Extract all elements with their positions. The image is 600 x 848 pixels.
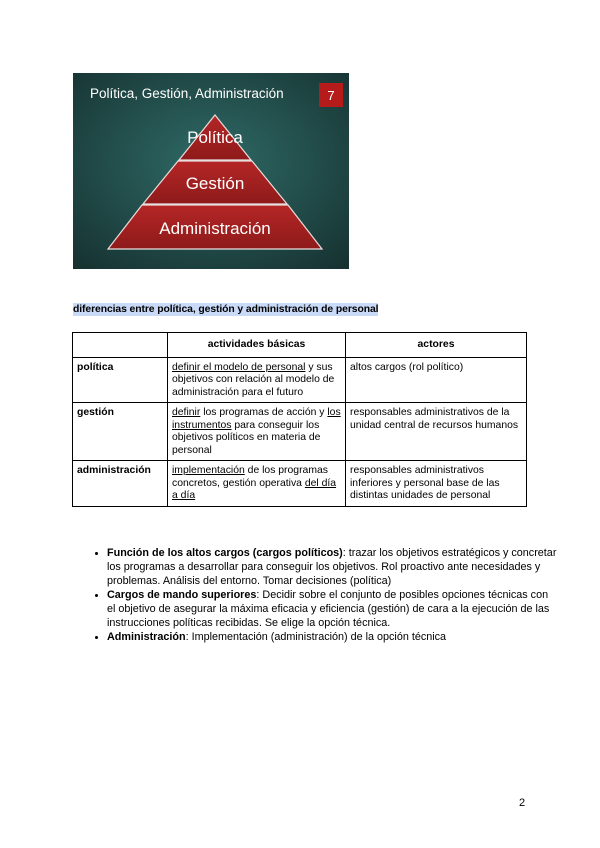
- row-actors: altos cargos (rol político): [346, 357, 527, 403]
- pyramid-label-administracion: Administración: [159, 219, 271, 238]
- pyramid-diagram: [73, 73, 349, 269]
- activity-text: definir el modelo de personal: [172, 361, 306, 373]
- note-title: Administración: [107, 631, 186, 643]
- list-item: [107, 546, 557, 588]
- header-actividades: actividades básicas: [168, 333, 346, 358]
- activity-text: los instrumentos: [172, 407, 341, 431]
- header-empty-cell: [73, 333, 168, 358]
- activity-text: implementación: [172, 465, 245, 476]
- slide-number: 7: [327, 88, 335, 103]
- table-row: [73, 357, 527, 403]
- row-label: gestión: [73, 403, 168, 461]
- table-header-row: [73, 333, 527, 358]
- activity-text: de los programas concretos, gestión operativa: [172, 465, 328, 489]
- list-item: [107, 588, 557, 630]
- table-row: [73, 403, 527, 461]
- note-text: : trazar los objetivos estratégicos y concretar los programas a desarrollar para conseguir los objetivos. Rol proactivo ante necesidades y problemas. Análisis del entorno. Tomar decisiones (política): [107, 547, 557, 587]
- pyramid-slide-image: [73, 73, 349, 269]
- note-text: : Implementación (administración) de la opción técnica: [185, 631, 447, 643]
- note-title: Función de los altos cargos (cargos políticos): [107, 547, 343, 559]
- activity-text: del día a día: [172, 477, 337, 501]
- comparison-table: [72, 332, 527, 507]
- activity-text: para conseguir los objetivos políticos en materia de personal: [172, 419, 321, 456]
- pyramid-label-gestion: Gestión: [185, 174, 245, 193]
- row-label: política: [73, 357, 168, 403]
- section-heading: diferencias entre política, gestión y administración de personal: [73, 304, 379, 315]
- activity-text: y sus objetivos con relación al modelo de administración para el futuro: [172, 361, 335, 398]
- pyramid-label-politica: Política: [187, 128, 243, 147]
- row-label: administración: [73, 461, 168, 507]
- page-number: 2: [519, 797, 526, 809]
- notes-list: [86, 546, 557, 644]
- list-item: [107, 630, 557, 644]
- slide-title: Política, Gestión, Administración: [90, 86, 284, 101]
- note-title: Cargos de mando superiores: [107, 589, 257, 601]
- row-activity: [168, 403, 346, 461]
- activity-text: los programas de acción y: [200, 407, 328, 418]
- row-activity: [168, 461, 346, 507]
- row-actors: responsables administrativos inferiores y personal base de las distintas unidades de personal: [346, 461, 527, 507]
- table-row: [73, 461, 527, 507]
- row-activity: [168, 357, 346, 403]
- header-actores: actores: [346, 333, 527, 358]
- activity-text: definir: [172, 407, 201, 418]
- row-actors: responsables administrativos de la unidad central de recursos humanos: [346, 403, 527, 461]
- note-text: : Decidir sobre el conjunto de posibles opciones técnicas con el objetivo de asegurar la máxima eficacia y eficiencia (gestión) de cara a la ejecución de las instrucciones políticas recibidas. Se elige la opción técnica.: [107, 589, 550, 629]
